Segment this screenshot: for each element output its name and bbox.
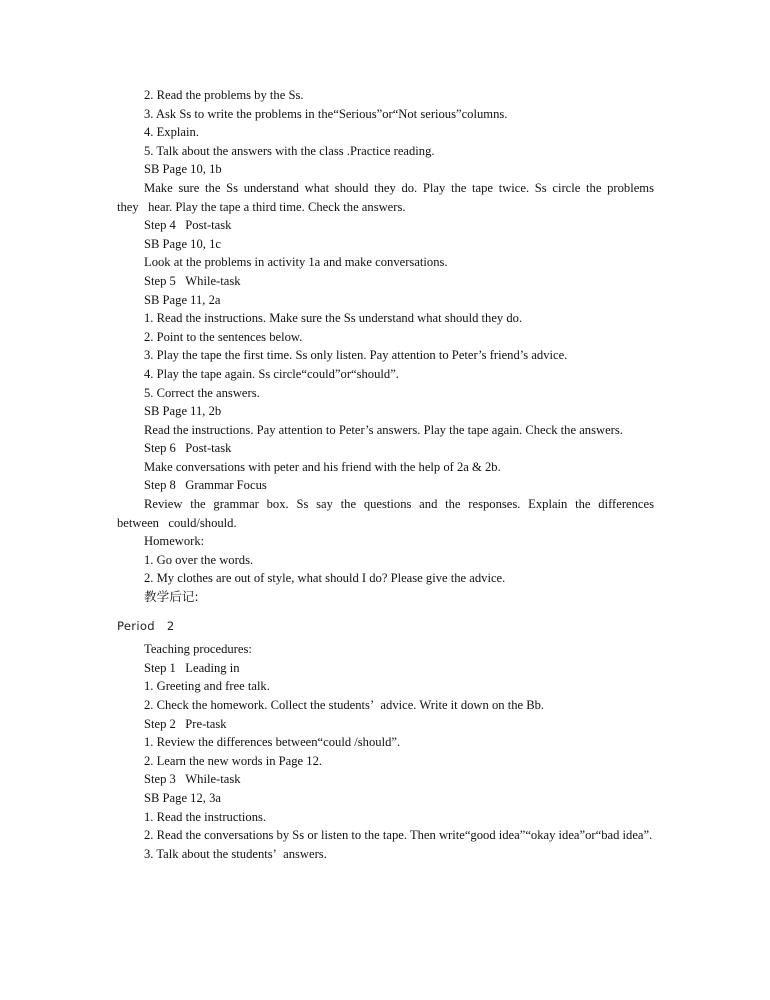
text-paragraph: Make sure the Ss understand what should they do. Play the tape twice. Ss circle the problems they hear. Play the tape a third time. Check the answers. <box>117 180 654 214</box>
text-line: 1. Read the instructions. <box>144 809 267 824</box>
section-label: SB Page 11, 2a <box>144 292 221 307</box>
text-line: Make conversations with peter and his friend with the help of 2a & 2b. <box>144 459 501 474</box>
period-heading: Period 2 <box>117 618 175 633</box>
text-line: 2. Point to the sentences below. <box>144 329 303 344</box>
text-line: 4. Explain. <box>144 125 199 140</box>
text-line: 2. My clothes are out of style, what should I do? Please give the advice. <box>144 571 506 586</box>
section-label: SB Page 12, 3a <box>144 790 221 805</box>
step-heading: Step 8 Grammar Focus <box>144 478 267 493</box>
text-paragraph: 2. Read the conversations by Ss or listen to the tape. Then write“good idea”“okay idea”or“bad idea”. <box>144 828 653 843</box>
text-line: 3. Ask Ss to write the problems in the“Serious”or“Not serious”columns. <box>144 106 508 121</box>
text-paragraph: Review the grammar box. Ss say the questions and the responses. Explain the differences between could/should. <box>117 497 654 530</box>
step-heading: Step 1 Leading in <box>144 660 240 675</box>
step-heading: Step 5 While-task <box>144 273 241 288</box>
text-line: 1. Greeting and free talk. <box>144 679 270 694</box>
text-line: 1. Go over the words. <box>144 552 254 567</box>
text-line: Teaching procedures: <box>144 642 252 657</box>
text-line: 5. Correct the answers. <box>144 385 260 400</box>
text-line: 5. Talk about the answers with the class .Practice reading. <box>144 143 435 158</box>
step-heading: Step 6 Post-task <box>144 441 232 456</box>
text-line: 3. Play the tape the first time. Ss only listen. Pay attention to Peter’s friend’s advice. <box>144 348 568 363</box>
step-heading: Step 3 While-task <box>144 772 241 787</box>
step-heading: Step 2 Pre-task <box>144 716 227 731</box>
text-line: 2. Check the homework. Collect the students’ advice. Write it down on the Bb. <box>144 698 545 712</box>
text-line: 2. Learn the new words in Page 12. <box>144 753 323 768</box>
text-line: 4. Play the tape again. Ss circle“could”or“should”. <box>144 366 399 381</box>
text-line: 1. Review the differences between“could /should”. <box>144 735 401 750</box>
text-line: 1. Read the instructions. Make sure the Ss understand what should they do. <box>144 311 523 326</box>
text-line: Look at the problems in activity 1a and make conversations. <box>144 255 448 270</box>
text-line: 3. Talk about the students’ answers. <box>144 846 327 861</box>
section-label: SB Page 10, 1b <box>144 162 222 177</box>
text-line: 2. Read the problems by the Ss. <box>144 88 304 102</box>
step-heading: Step 4 Post-task <box>144 218 232 233</box>
homework-heading: Homework: <box>144 534 205 549</box>
section-label: SB Page 10, 1c <box>144 236 221 251</box>
teaching-notes-label: 教学后记: <box>144 589 199 605</box>
text-paragraph: Read the instructions. Pay attention to Peter’s answers. Play the tape again. Check the answers. <box>144 422 623 437</box>
document-body <box>117 86 654 863</box>
section-label: SB Page 11, 2b <box>144 404 222 419</box>
